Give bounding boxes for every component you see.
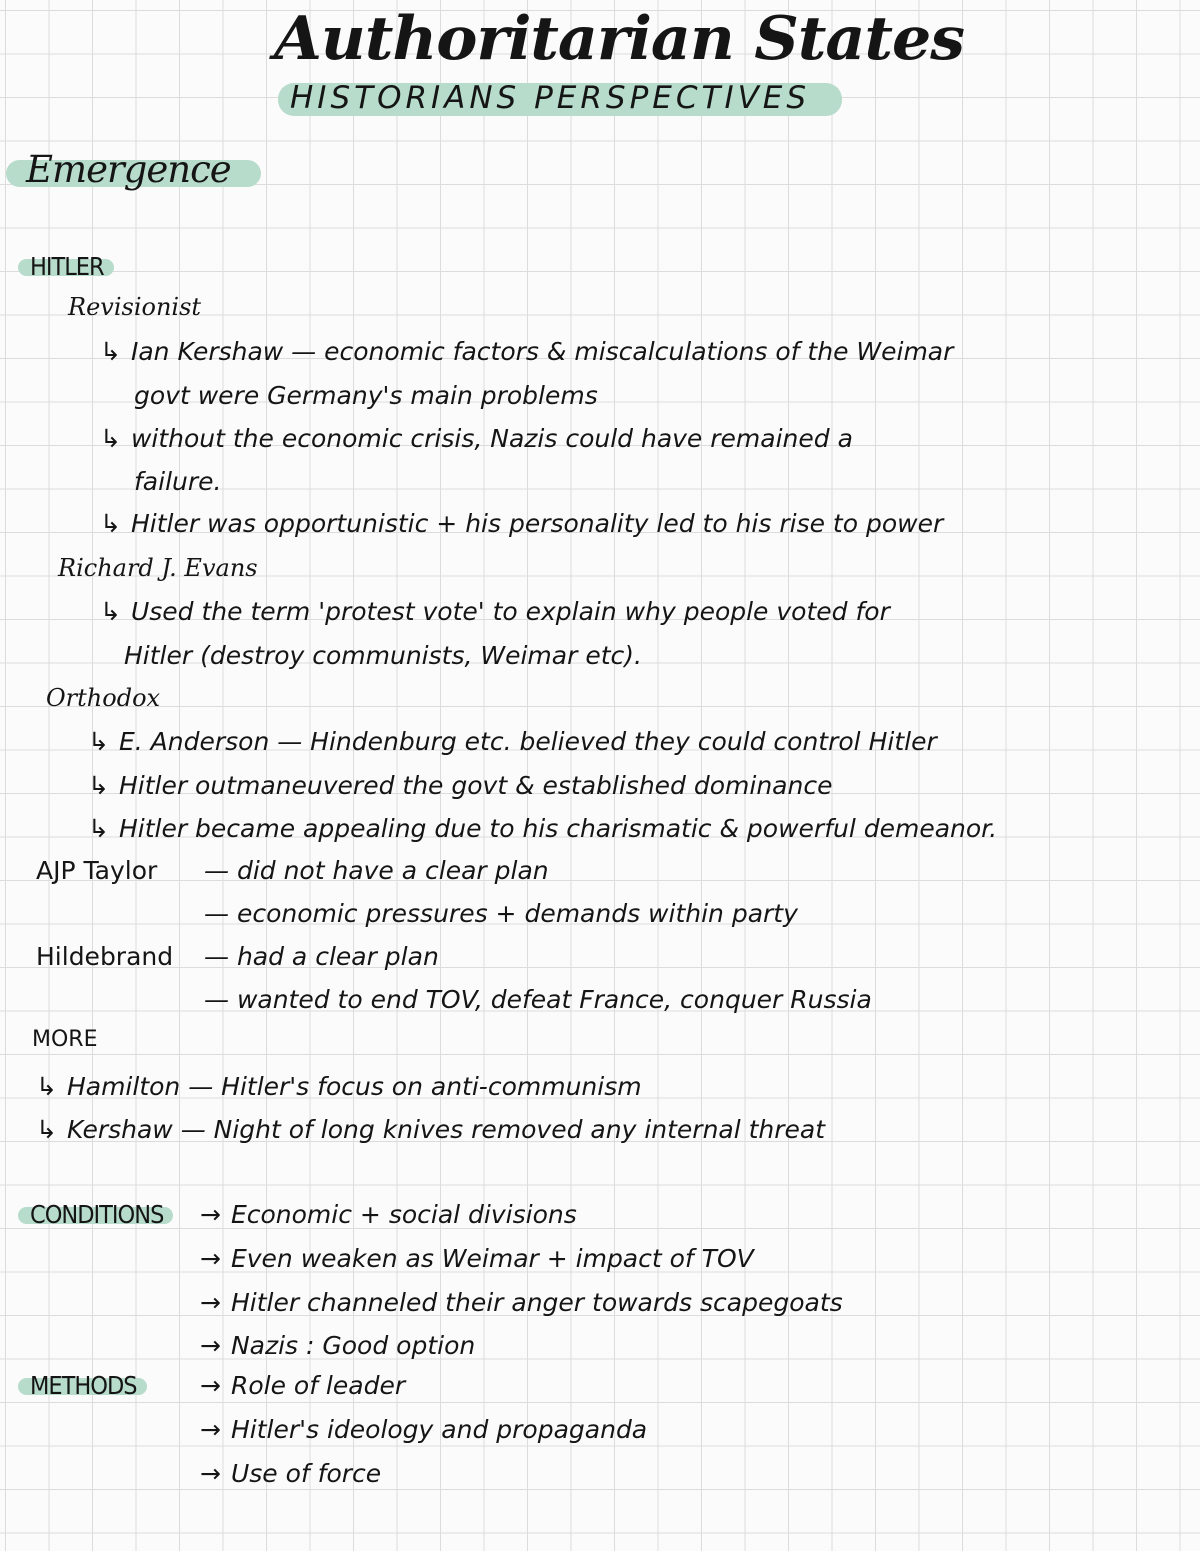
note-text: Hitler was opportunistic + his personality led to his rise to power (130, 509, 944, 538)
list-item (200, 1459, 381, 1488)
note-line (100, 509, 943, 538)
note-text: E. Anderson — Hindenburg etc. believed they could control Hitler (118, 727, 937, 756)
hook-arrow-icon: ↳ (88, 814, 109, 843)
note-line (36, 1115, 825, 1144)
right-arrow-icon: → (200, 1331, 221, 1360)
list-item-text: Role of leader (230, 1371, 406, 1400)
right-arrow-icon: → (200, 1371, 221, 1400)
note-text: without the economic crisis, Nazis could have remained a (130, 424, 853, 453)
note-line (100, 337, 953, 366)
hook-arrow-icon: ↳ (100, 337, 121, 366)
note-line (36, 1072, 642, 1101)
right-arrow-icon: → (200, 1415, 221, 1444)
note-line: govt were Germany's main problems (134, 381, 598, 410)
list-item-text: Economic + social divisions (230, 1200, 577, 1229)
note-line: — did not have a clear plan (204, 856, 549, 885)
list-item (200, 1415, 647, 1444)
hook-arrow-icon: ↳ (88, 771, 109, 800)
note-text: Used the term 'protest vote' to explain why people voted for (130, 597, 890, 626)
section-heading-emergence: Emergence (26, 148, 231, 191)
right-arrow-icon: → (200, 1244, 221, 1273)
note-text: Hamilton — Hitler's focus on anti-communism (66, 1072, 642, 1101)
list-item (200, 1288, 843, 1317)
hook-arrow-icon: ↳ (100, 424, 121, 453)
list-item-text: Use of force (230, 1459, 382, 1488)
note-text: Hitler outmaneuvered the govt & established dominance (118, 771, 833, 800)
page-subtitle: HISTORIANS PERSPECTIVES (290, 80, 811, 116)
hook-arrow-icon: ↳ (100, 597, 121, 626)
note-line (88, 814, 997, 843)
revisionist-label: Revisionist (68, 293, 202, 321)
note-line (100, 424, 853, 453)
right-arrow-icon: → (200, 1200, 221, 1229)
note-text: Kershaw — Night of long knives removed any internal threat (66, 1115, 826, 1144)
list-item (200, 1200, 577, 1229)
orthodox-label: Orthodox (46, 684, 161, 712)
conditions-label: CONDITIONS (30, 1200, 164, 1229)
historian-name: Hildebrand (36, 942, 174, 971)
hook-arrow-icon: ↳ (36, 1115, 57, 1144)
hook-arrow-icon: ↳ (100, 509, 121, 538)
more-label: MORE (32, 1027, 98, 1052)
hook-arrow-icon: ↳ (36, 1072, 57, 1101)
evans-label: Richard J. Evans (58, 554, 258, 582)
list-item (200, 1331, 475, 1360)
list-item-text: Hitler channeled their anger towards scapegoats (230, 1288, 843, 1317)
note-text: Hitler became appealing due to his charismatic & powerful demeanor. (118, 814, 998, 843)
list-item-text: Nazis : Good option (230, 1331, 476, 1360)
list-item-text: Hitler's ideology and propaganda (230, 1415, 648, 1444)
note-line: — economic pressures + demands within party (204, 899, 798, 928)
note-line (88, 771, 832, 800)
note-text: Ian Kershaw — economic factors & miscalculations of the Weimar (130, 337, 954, 366)
hitler-label: HITLER (30, 252, 104, 281)
page-title: Authoritarian States (274, 4, 965, 74)
note-line: — had a clear plan (204, 942, 439, 971)
note-line: — wanted to end TOV, defeat France, conquer Russia (204, 985, 872, 1014)
historian-name: AJP Taylor (36, 856, 158, 885)
note-line: Hitler (destroy communists, Weimar etc). (124, 641, 642, 670)
list-item (200, 1371, 405, 1400)
right-arrow-icon: → (200, 1288, 221, 1317)
note-line: failure. (134, 467, 222, 496)
methods-label: METHODS (30, 1371, 137, 1400)
note-line (88, 727, 937, 756)
right-arrow-icon: → (200, 1459, 221, 1488)
hook-arrow-icon: ↳ (88, 727, 109, 756)
list-item (200, 1244, 754, 1273)
list-item-text: Even weaken as Weimar + impact of TOV (230, 1244, 754, 1273)
note-line (100, 597, 890, 626)
